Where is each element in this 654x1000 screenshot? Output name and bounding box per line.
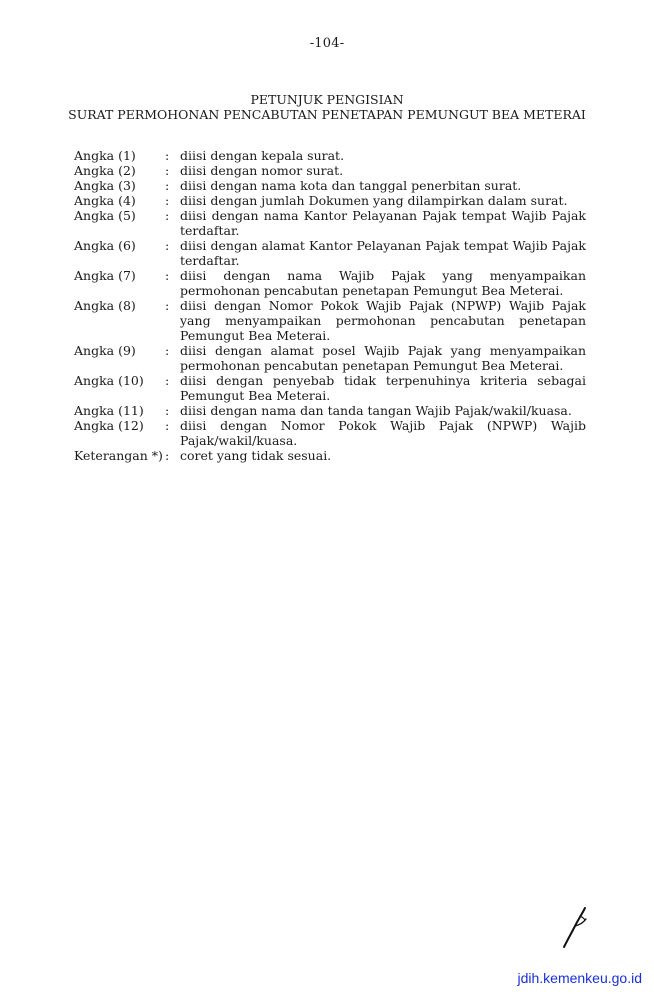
footer-website-link[interactable]: jdih.kemenkeu.go.id: [517, 970, 642, 986]
entry-separator: :: [165, 298, 170, 313]
instruction-entry: [74, 238, 586, 268]
entry-description: diisi dengan Nomor Pokok Wajib Pajak (NPWP) Wajib Pajak/wakil/kuasa.: [180, 418, 586, 448]
entry-label: Angka (2): [74, 163, 136, 178]
entry-label: Angka (8): [74, 298, 136, 313]
entry-description: coret yang tidak sesuai.: [180, 448, 332, 463]
entry-separator: :: [165, 178, 170, 193]
entry-label: Keterangan *): [74, 448, 163, 463]
entry-description: diisi dengan kepala surat.: [180, 148, 345, 163]
entry-separator: :: [165, 238, 170, 253]
entry-description: diisi dengan alamat posel Wajib Pajak yang menyampaikan permohonan pencabutan penetapan Pemungut Bea Meterai.: [180, 343, 586, 373]
entry-label: Angka (4): [74, 193, 136, 208]
entry-separator: :: [165, 163, 170, 178]
entry-label: Angka (1): [74, 148, 136, 163]
instruction-entry: [74, 418, 586, 448]
entry-separator: :: [165, 448, 170, 463]
entry-description: diisi dengan nomor surat.: [180, 163, 344, 178]
entry-separator: :: [165, 373, 170, 388]
entry-separator: :: [165, 208, 170, 223]
entry-label: Angka (10): [74, 373, 144, 388]
entry-description: diisi dengan nama kota dan tanggal penerbitan surat.: [180, 178, 522, 193]
entry-separator: :: [165, 343, 170, 358]
instruction-entry: [74, 403, 586, 418]
entry-label: Angka (5): [74, 208, 136, 223]
entry-description: diisi dengan jumlah Dokumen yang dilampirkan dalam surat.: [180, 193, 568, 208]
entry-separator: :: [165, 148, 170, 163]
signature-paraf-icon: [558, 906, 592, 950]
entry-description: diisi dengan Nomor Pokok Wajib Pajak (NPWP) Wajib Pajak yang menyampaikan permohonan pencabutan penetapan Pemungut Bea Meterai.: [180, 298, 586, 343]
entry-description: diisi dengan alamat Kantor Pelayanan Pajak tempat Wajib Pajak terdaftar.: [180, 238, 586, 268]
entry-description: diisi dengan nama Kantor Pelayanan Pajak tempat Wajib Pajak terdaftar.: [180, 208, 586, 238]
title-line-2: SURAT PERMOHONAN PENCABUTAN PENETAPAN PEMUNGUT BEA METERAI: [68, 107, 586, 122]
entry-label: Angka (6): [74, 238, 136, 253]
instruction-entry: [74, 343, 586, 373]
entry-label: Angka (7): [74, 268, 136, 283]
instruction-entry: [74, 178, 586, 193]
entry-separator: :: [165, 418, 170, 433]
entry-separator: :: [165, 403, 170, 418]
instruction-entry: [74, 208, 586, 238]
entry-label: Angka (3): [74, 178, 136, 193]
page-number: -104-: [309, 36, 345, 51]
instruction-entry: [74, 298, 586, 343]
entry-description: diisi dengan nama Wajib Pajak yang menyampaikan permohonan pencabutan penetapan Pemungut Bea Meterai.: [180, 268, 586, 298]
entry-separator: :: [165, 193, 170, 208]
instruction-entry: [74, 193, 586, 208]
title-line-1: PETUNJUK PENGISIAN: [250, 92, 404, 107]
instruction-entry: [74, 448, 586, 463]
instruction-entry: [74, 163, 586, 178]
document-title: [0, 92, 654, 122]
instruction-entry: [74, 148, 586, 163]
entry-description: diisi dengan penyebab tidak terpenuhinya kriteria sebagai Pemungut Bea Meterai.: [180, 373, 586, 403]
instruction-entry: [74, 373, 586, 403]
entry-separator: :: [165, 268, 170, 283]
instruction-list: [74, 148, 586, 463]
entry-description: diisi dengan nama dan tanda tangan Wajib Pajak/wakil/kuasa.: [180, 403, 572, 418]
entry-label: Angka (9): [74, 343, 136, 358]
instruction-entry: [74, 268, 586, 298]
entry-label: Angka (11): [74, 403, 144, 418]
entry-label: Angka (12): [74, 418, 144, 433]
